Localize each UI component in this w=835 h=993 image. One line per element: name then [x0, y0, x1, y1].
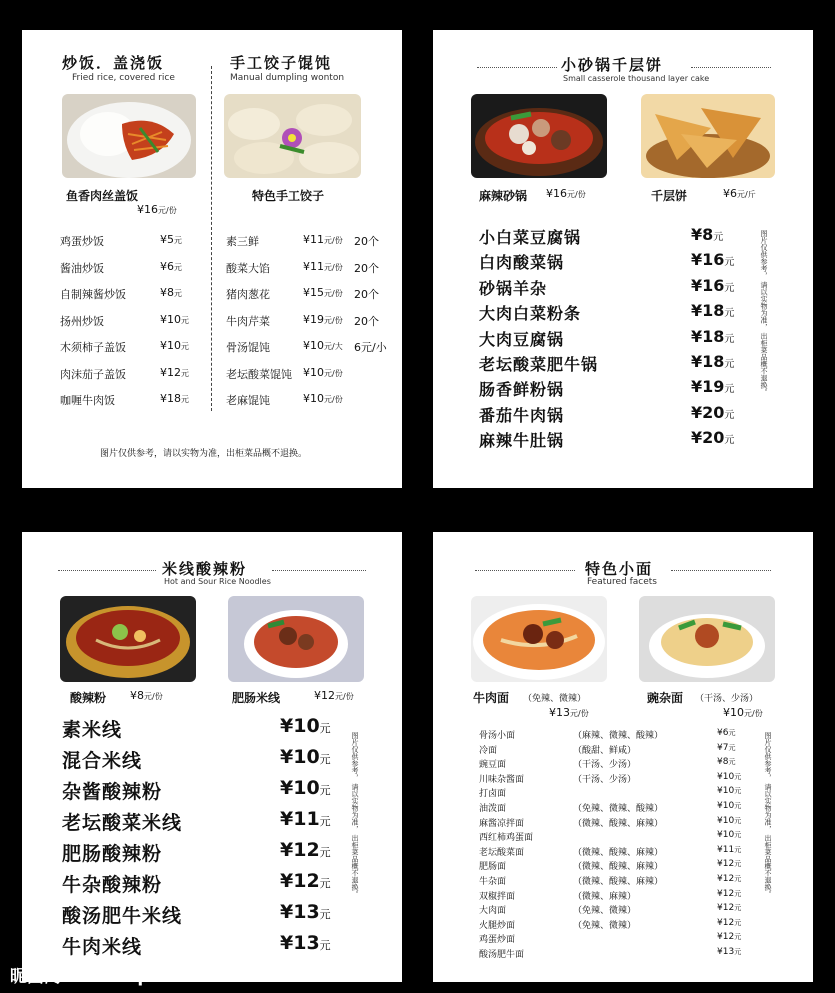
- price-unit: 元: [734, 948, 742, 956]
- price-unit: 元: [181, 315, 189, 325]
- price-unit: 元: [319, 939, 331, 952]
- featured-pea-noodle-name: 豌杂面: [647, 691, 684, 705]
- price-value: ¥16: [691, 250, 725, 270]
- price-unit: 元: [724, 282, 735, 294]
- menu-item-price: [691, 250, 734, 269]
- menu-item-price: [303, 366, 343, 379]
- menu-item-name: 冷面: [479, 745, 498, 756]
- menu-panel-fried-rice-dumplings: [22, 30, 402, 488]
- price-unit: 元/份: [324, 289, 343, 298]
- menu-item-price: [303, 313, 343, 326]
- price-value: ¥8: [160, 286, 174, 299]
- price-unit: 元/份: [324, 315, 343, 325]
- menu-item-price: [717, 932, 741, 942]
- price-unit: 元: [724, 257, 735, 269]
- price-unit: 元: [174, 262, 182, 272]
- menu-item-price: [717, 816, 741, 826]
- menu-item-name: 麻辣牛肚锅: [479, 431, 565, 451]
- menu-item-price: [691, 301, 734, 320]
- menu-item-price: [691, 225, 723, 244]
- price-unit: 元: [724, 333, 735, 345]
- menu-item-note: （麻辣、微辣、酸辣）: [573, 731, 664, 741]
- menu-item-name: 自制辣酱炒饭: [60, 288, 126, 301]
- price-value: ¥12: [717, 903, 735, 914]
- price-unit: 元: [734, 772, 742, 781]
- price-unit: 元: [174, 236, 182, 245]
- menu-item-name: 木须柿子盖饭: [60, 341, 126, 354]
- menu-item-note: （免辣、微辣、酸辣）: [573, 804, 664, 814]
- menu-item-quantity: 20个: [354, 261, 379, 275]
- menu-item-name: 素三鲜: [226, 235, 259, 248]
- featured-beef-noodle-note: （免辣、微辣）: [523, 694, 587, 704]
- featured-cake-price: ¥6元/斤: [723, 187, 756, 200]
- menu-item-note: （免辣、微辣）: [573, 920, 637, 931]
- menu-panel-casserole: [433, 30, 813, 488]
- menu-item-name: 骨汤馄饨: [226, 341, 270, 354]
- menu-item-quantity: 20个: [354, 314, 379, 328]
- menu-item-price: [303, 339, 343, 352]
- menu-item-name: 老坛酸菜面: [479, 847, 525, 858]
- price-value: ¥12: [717, 859, 735, 870]
- price-unit: 元: [181, 368, 189, 378]
- side-disclaimer: 图片仅供参考， 请以实物为准， 出柜菜品概不退换。: [351, 732, 359, 898]
- price-value: ¥10: [303, 392, 324, 405]
- price-unit: 元/份: [324, 395, 343, 404]
- menu-item-note: （微辣、酸辣、麻辣）: [573, 847, 664, 858]
- menu-item-name: 酸汤肥牛面: [479, 950, 525, 960]
- price-unit: 元: [319, 815, 331, 828]
- menu-item-note: （酸甜、鲜咸）: [573, 745, 637, 756]
- menu-item-price: [160, 392, 189, 405]
- menu-item-price: [160, 339, 189, 352]
- menu-item-name: 酸菜大馅: [226, 261, 270, 275]
- watermark-right: ID:22640527 NO:20191030154751858000: [596, 966, 810, 977]
- title-rule-left: [475, 570, 575, 571]
- menu-item-name: 肉沫茄子盖饭: [60, 367, 126, 381]
- price-value: ¥12: [280, 839, 320, 861]
- menu-item-name: 砂锅羊杂: [479, 278, 548, 298]
- featured-beef-noodle-price: ¥13元/份: [549, 706, 589, 719]
- price-unit: 元: [713, 232, 724, 243]
- column-divider: [211, 66, 212, 411]
- section-title-rice-noodles: 米线酸辣粉: [162, 560, 248, 578]
- price-unit: 元: [734, 845, 742, 854]
- menu-item-name: 豌豆面: [479, 760, 507, 771]
- menu-item-name: 麻酱凉拌面: [479, 818, 525, 829]
- menu-item-price: [280, 932, 331, 954]
- side-disclaimer: 图片仅供参考， 请以实物为准， 出柜菜品概不退换。: [760, 230, 768, 396]
- section-subtitle-dumplings: Manual dumpling wonton: [230, 73, 345, 83]
- menu-item-price: [717, 918, 741, 928]
- price-unit: 元/份: [324, 368, 343, 378]
- price-value: ¥12: [717, 874, 735, 884]
- menu-item-price: [280, 870, 331, 892]
- menu-item-price: [303, 392, 343, 405]
- menu-item-price: [717, 830, 741, 840]
- menu-item-name: 肠香鲜粉锅: [479, 380, 565, 400]
- price-unit: 元: [319, 784, 331, 797]
- menu-item-price: [717, 903, 741, 913]
- price-unit: 元: [181, 342, 189, 351]
- section-subtitle-casserole: Small casserole thousand layer cake: [563, 74, 710, 83]
- price-value: ¥18: [691, 326, 725, 346]
- pea-sauce-noodle-photo: [639, 596, 775, 682]
- spicy-casserole-photo: [471, 94, 607, 178]
- price-value: ¥12: [717, 932, 735, 943]
- price-value: ¥12: [280, 870, 320, 892]
- section-title-casserole: 小砂锅千层饼: [561, 56, 664, 74]
- menu-item-name: 老麻馄饨: [226, 394, 270, 407]
- hot-sour-noodles-photo: [60, 596, 196, 682]
- section-subtitle-featured-noodles: Featured facets: [587, 577, 657, 587]
- price-value: ¥10: [280, 715, 320, 737]
- featured-pea-noodle-price: ¥10元/份: [723, 706, 763, 719]
- featured-casserole-price: ¥16元/份: [546, 187, 586, 200]
- menu-item-note: （干汤、少汤）: [573, 774, 637, 785]
- menu-item-price: [280, 777, 331, 799]
- menu-item-name: 川味杂酱面: [479, 774, 525, 785]
- price-unit: 元: [319, 846, 331, 859]
- menu-item-price: [691, 352, 734, 371]
- menu-item-name: 老坛酸菜米线: [62, 812, 183, 834]
- price-unit: 元: [319, 908, 331, 921]
- menu-item-price: [280, 746, 331, 768]
- section-subtitle-fried-rice: Fried rice, covered rice: [72, 73, 175, 83]
- featured-hot-sour-price: ¥8元/份: [130, 689, 163, 702]
- price-value: ¥6: [717, 728, 729, 738]
- menu-item-name: 火腿炒面: [479, 920, 516, 931]
- menu-item-note: （微辣、麻辣）: [573, 891, 637, 902]
- featured-pea-noodle-note: （干汤、少汤）: [695, 694, 759, 704]
- price-unit: 元: [734, 889, 742, 898]
- section-title-dumplings: 手工饺子馄饨: [230, 54, 333, 72]
- menu-item-name: 混合米线: [62, 750, 143, 772]
- menu-item-price: [691, 428, 734, 447]
- menu-item-note: （微辣、酸辣、麻辣）: [573, 862, 664, 873]
- intestine-rice-noodle-photo: [228, 596, 364, 682]
- price-value: ¥11: [303, 233, 324, 246]
- price-value: ¥18: [691, 352, 725, 371]
- price-value: ¥8: [691, 225, 714, 244]
- title-rule-right: [691, 67, 771, 68]
- price-unit: 元: [734, 831, 742, 840]
- price-value: ¥6: [160, 259, 174, 273]
- menu-item-name: 老坛酸菜馄饨: [226, 367, 292, 381]
- menu-item-name: 双椒拌面: [479, 891, 516, 902]
- menu-panel-featured-noodles: [433, 532, 813, 982]
- price-unit: 元: [174, 289, 182, 298]
- dumplings-photo: [224, 94, 361, 178]
- price-unit: 元: [724, 308, 735, 320]
- menu-item-name: 白肉酸菜锅: [479, 253, 565, 273]
- price-value: ¥7: [717, 742, 729, 753]
- disclaimer: 图片仅供参考，请以实物为准，出柜菜品概不退换。: [100, 449, 308, 459]
- price-unit: 元: [724, 409, 735, 421]
- menu-item-name: 酸汤肥牛米线: [62, 905, 183, 927]
- price-unit: 元: [734, 933, 742, 942]
- menu-panel-rice-noodles: [22, 532, 402, 982]
- section-subtitle-rice-noodles: Hot and Sour Rice Noodles: [164, 577, 271, 586]
- price-unit: 元: [734, 787, 742, 796]
- price-unit: 元: [724, 384, 735, 396]
- menu-item-name: 骨汤小面: [479, 731, 516, 741]
- price-unit: 元: [724, 359, 735, 370]
- price-value: ¥13: [280, 901, 320, 923]
- menu-item-name: 咖喱牛肉饭: [60, 394, 115, 407]
- price-unit: 元: [734, 802, 742, 810]
- price-unit: 元: [724, 435, 735, 447]
- price-value: ¥19: [303, 312, 324, 326]
- menu-item-price: [303, 233, 343, 246]
- menu-item-name: 油泼面: [479, 804, 507, 814]
- price-value: ¥20: [691, 402, 725, 422]
- menu-item-name: 鸡蛋炒饭: [60, 235, 104, 248]
- price-value: ¥10: [160, 339, 181, 352]
- menu-item-price: [717, 874, 741, 884]
- menu-item-price: [691, 377, 734, 396]
- menu-item-price: [691, 276, 734, 295]
- price-value: ¥20: [691, 428, 725, 448]
- title-rule-left: [58, 570, 156, 571]
- menu-item-price: [280, 715, 331, 737]
- menu-item-price: [717, 728, 735, 738]
- price-value: ¥11: [717, 844, 735, 855]
- price-unit: 元: [734, 918, 742, 927]
- menu-item-name: 牛肉芹菜: [226, 314, 270, 328]
- menu-item-price: [303, 260, 343, 273]
- menu-item-price: [160, 233, 182, 246]
- featured-intestine-name: 肥肠米线: [232, 691, 281, 705]
- price-value: ¥10: [280, 777, 320, 799]
- menu-item-name: 鸡蛋炒面: [479, 935, 516, 946]
- menu-item-price: [280, 808, 331, 830]
- menu-item-price: [691, 403, 734, 422]
- menu-item-name: 猪肉葱花: [226, 288, 270, 301]
- featured-cake-name: 千层饼: [651, 189, 688, 203]
- menu-item-price: [160, 286, 182, 299]
- menu-item-name: 番茄牛肉锅: [479, 405, 565, 425]
- menu-item-name: 老坛酸菜肥牛锅: [479, 355, 599, 374]
- price-value: ¥13: [280, 932, 320, 954]
- price-unit: 元: [734, 904, 742, 913]
- featured-casserole-name: 麻辣砂锅: [479, 189, 528, 203]
- menu-item-price: [717, 889, 741, 899]
- featured-dish-name: 鱼香肉丝盖饭: [66, 189, 139, 203]
- menu-item-price: [280, 901, 331, 923]
- menu-item-price: [160, 313, 189, 326]
- menu-item-name: 素米线: [62, 719, 123, 741]
- price-value: ¥18: [691, 301, 725, 321]
- beef-noodle-photo: [471, 596, 607, 682]
- price-unit: 元/份: [324, 262, 343, 272]
- featured-hot-sour-name: 酸辣粉: [70, 691, 107, 705]
- price-unit: 元: [728, 758, 736, 767]
- menu-item-price: [303, 286, 343, 299]
- menu-item-name: 牛肉米线: [62, 936, 143, 958]
- menu-item-price: [717, 845, 741, 855]
- price-unit: 元: [734, 875, 742, 883]
- price-value: ¥15: [303, 286, 324, 299]
- featured-beef-noodle-name: 牛肉面: [473, 691, 510, 705]
- price-value: ¥12: [717, 888, 735, 899]
- menu-item-name: 牛杂酸辣粉: [62, 874, 163, 896]
- price-value: ¥18: [160, 392, 181, 405]
- featured-intestine-price: ¥12元/份: [314, 689, 354, 702]
- featured-dumpling-name: 特色手工饺子: [252, 189, 325, 203]
- price-unit: 元: [728, 743, 736, 752]
- menu-item-note: （干汤、少汤）: [573, 760, 637, 771]
- menu-item-price: [717, 757, 735, 767]
- price-unit: 元: [728, 729, 736, 737]
- title-rule-right: [671, 570, 771, 571]
- side-disclaimer: 图片仅供参考， 请以实物为准， 出柜菜品概不退换。: [764, 732, 772, 898]
- title-rule-left: [477, 67, 557, 68]
- price-value: ¥10: [717, 801, 735, 811]
- price-value: ¥11: [280, 808, 320, 830]
- price-value: ¥10: [717, 771, 735, 782]
- price-value: ¥10: [303, 339, 324, 352]
- menu-item-name: 大肉豆腐锅: [479, 329, 565, 349]
- price-unit: 元/份: [324, 236, 343, 245]
- menu-item-price: [717, 743, 735, 753]
- price-value: ¥5: [160, 233, 174, 246]
- menu-item-price: [717, 772, 741, 782]
- price-value: ¥10: [303, 365, 324, 379]
- price-value: ¥19: [691, 377, 725, 397]
- price-unit: 元: [734, 816, 742, 825]
- menu-item-name: 大肉面: [479, 906, 507, 917]
- price-unit: 元: [181, 395, 189, 404]
- menu-item-name: 酱油炒饭: [60, 261, 104, 275]
- price-value: ¥13: [717, 947, 735, 957]
- menu-item-price: [717, 859, 741, 869]
- price-value: ¥8: [717, 757, 729, 768]
- price-unit: 元: [319, 753, 331, 766]
- menu-item-name: 杂酱酸辣粉: [62, 781, 163, 803]
- price-value: ¥10: [717, 815, 735, 826]
- menu-item-name: 西红柿鸡蛋面: [479, 833, 534, 844]
- price-unit: 元: [319, 877, 331, 890]
- price-value: ¥12: [717, 917, 735, 928]
- price-unit: 元: [734, 860, 742, 869]
- menu-item-name: 肥肠酸辣粉: [62, 843, 163, 865]
- menu-item-note: （微辣、酸辣、麻辣）: [573, 818, 664, 829]
- title-rule-right: [272, 570, 366, 571]
- menu-item-note: （微辣、酸辣、麻辣）: [573, 877, 664, 887]
- price-value: ¥10: [160, 312, 181, 326]
- menu-item-quantity: 20个: [354, 235, 379, 248]
- price-value: ¥10: [717, 830, 735, 841]
- menu-item-quantity: 20个: [354, 288, 379, 301]
- menu-item-price: [717, 801, 741, 811]
- section-title-fried-rice: 炒饭．盖浇饭: [62, 54, 165, 72]
- menu-item-price: [160, 366, 189, 379]
- price-value: ¥11: [303, 259, 324, 273]
- menu-item-price: [717, 947, 741, 957]
- featured-dish-price: ¥16元/份: [137, 203, 177, 216]
- menu-item-name: 牛杂面: [479, 877, 507, 887]
- price-value: ¥10: [280, 746, 320, 768]
- price-value: ¥12: [160, 365, 181, 379]
- layer-cake-photo: [641, 94, 775, 178]
- menu-item-price: [160, 260, 182, 273]
- price-unit: 元/大: [324, 342, 343, 351]
- menu-item-name: 大肉白菜粉条: [479, 304, 582, 324]
- menu-item-name: 打卤面: [479, 789, 507, 800]
- price-value: ¥16: [691, 275, 725, 295]
- menu-item-note: （免辣、微辣）: [573, 906, 637, 917]
- menu-item-name: 小白菜豆腐锅: [479, 228, 582, 247]
- section-title-featured-noodles: 特色小面: [585, 560, 654, 578]
- price-unit: 元: [319, 722, 331, 735]
- menu-item-price: [280, 839, 331, 861]
- menu-item-name: 肥肠面: [479, 862, 507, 873]
- menu-item-price: [717, 786, 741, 796]
- watermark-left: 昵图网 www.nipic.com: [10, 967, 212, 987]
- fish-fragrant-pork-rice-photo: [62, 94, 196, 178]
- price-value: ¥10: [717, 786, 735, 797]
- menu-item-quantity: 6元/小: [354, 341, 387, 354]
- menu-item-price: [691, 327, 734, 346]
- menu-item-name: 扬州炒饭: [60, 314, 104, 328]
